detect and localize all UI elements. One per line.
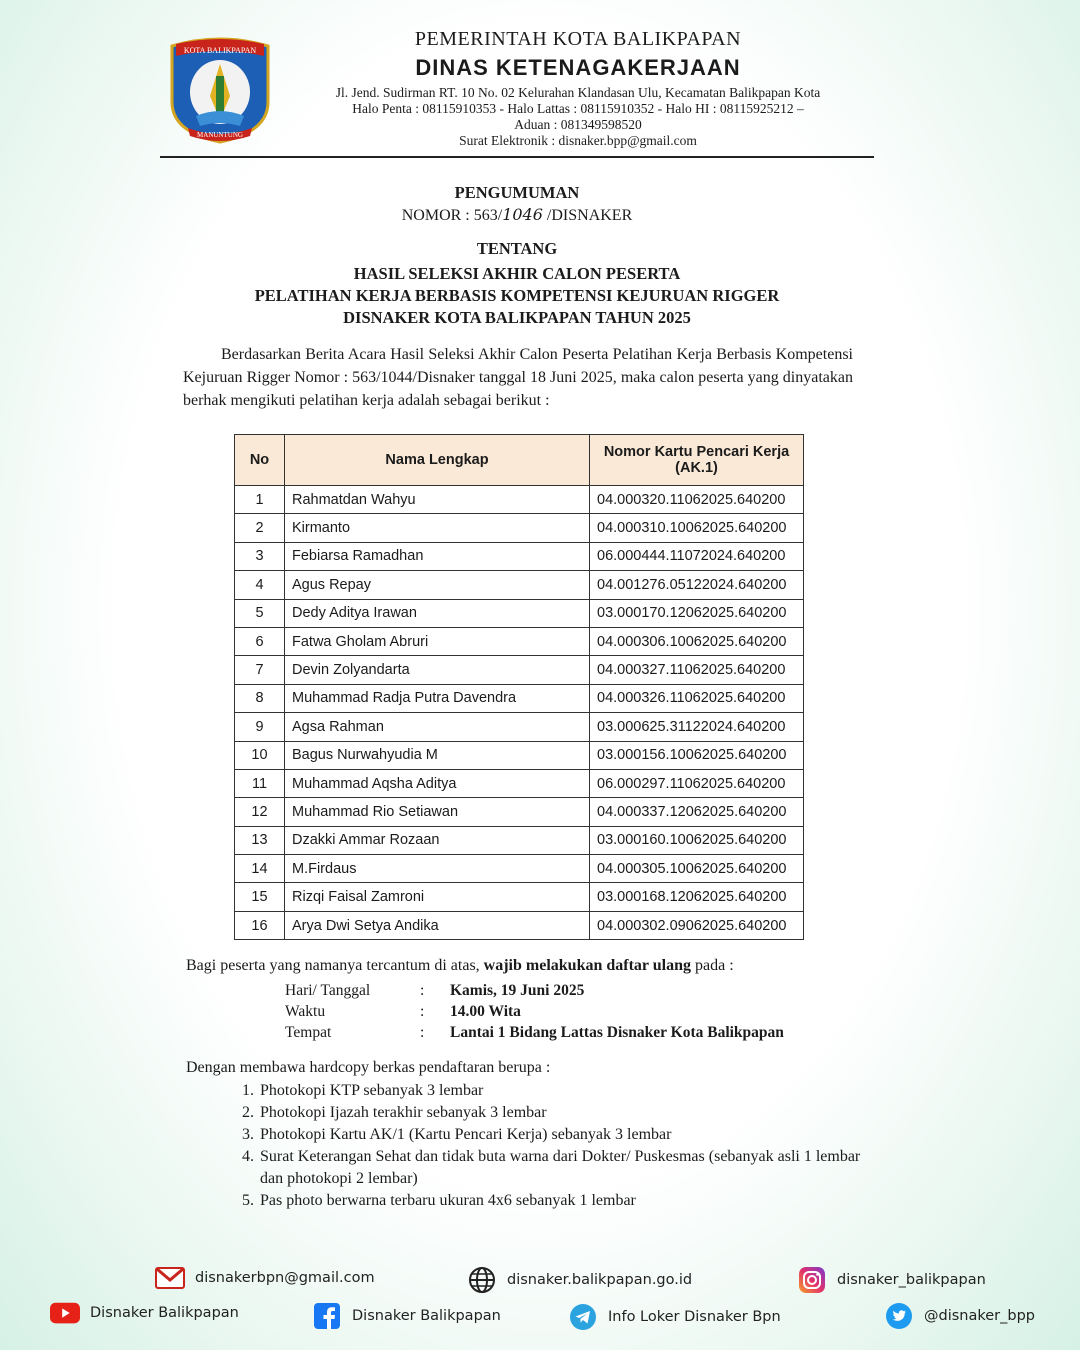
table-row [235, 911, 804, 939]
list-item: 5. Pas photo berwarna terbaru ukuran 4x6 sebanyak 1 lembar [258, 1190, 866, 1212]
footer-twitter-label: @disnaker_bpp [924, 1308, 1035, 1324]
row-number: 5 [235, 599, 285, 627]
phone-line: Halo Penta : 08115910353 - Halo Lattas : 08115910352 - Halo HI : 08115925212 – [352, 101, 804, 116]
job-seeker-card-number: 06.000444.11072024.640200 [590, 542, 804, 570]
table-row [235, 599, 804, 627]
table-row [235, 826, 804, 854]
address-line: Jl. Jend. Sudirman RT. 10 No. 02 Kelurahan Klandasan Ulu, Kecamatan Balikpapan Kota [335, 85, 821, 100]
schedule-value: 14.00 Wita [450, 1002, 521, 1020]
subject-line: HASIL SELEKSI AKHIR CALON PESERTA [353, 264, 681, 283]
participant-name: Muhammad Aqsha Aditya [285, 769, 590, 797]
contact-footer [0, 1258, 1080, 1350]
table-row [235, 542, 804, 570]
participant-name: Muhammad Rio Setiawan [285, 798, 590, 826]
schedule-row [285, 1001, 784, 1022]
list-item: 4. Surat Keterangan Sehat dan tidak buta warna dari Dokter/ Puskesmas (sebanyak asli 1 lembar dan photokopi 2 lembar) [258, 1146, 866, 1190]
participant-name: Bagus Nurwahyudia M [285, 741, 590, 769]
header-no: No [235, 435, 285, 486]
schedule-separator: : [420, 981, 425, 999]
announcement-title-block [160, 183, 874, 329]
schedule-label: Tempat [285, 1023, 332, 1041]
table-row [235, 627, 804, 655]
gmail-icon [155, 1263, 185, 1293]
table-row [235, 855, 804, 883]
job-seeker-card-number: 04.000326.11062025.640200 [590, 684, 804, 712]
participant-name: Agsa Rahman [285, 713, 590, 741]
footer-facebook-label: Disnaker Balikpapan [352, 1308, 501, 1324]
job-seeker-card-number: 04.000337.12062025.640200 [590, 798, 804, 826]
telegram-icon [568, 1302, 598, 1332]
row-number: 1 [235, 486, 285, 514]
footer-telegram-link[interactable] [568, 1302, 781, 1332]
number-suffix: /DISNAKER [542, 207, 633, 224]
address-block [285, 85, 871, 149]
job-seeker-card-number: 04.000320.11062025.640200 [590, 486, 804, 514]
twitter-icon [884, 1301, 914, 1331]
instagram-icon [797, 1265, 827, 1295]
schedule-row [285, 1022, 784, 1043]
job-seeker-card-number: 04.000327.11062025.640200 [590, 656, 804, 684]
footer-facebook-link[interactable] [312, 1301, 501, 1331]
row-number: 8 [235, 684, 285, 712]
participant-name: Rizqi Faisal Zamroni [285, 883, 590, 911]
letterhead-divider [160, 156, 874, 158]
table-row [235, 741, 804, 769]
announcement-label: PENGUMUMAN [454, 183, 580, 202]
job-seeker-card-number: 04.000310.10062025.640200 [590, 514, 804, 542]
job-seeker-card-number: 03.000156.10062025.640200 [590, 741, 804, 769]
participant-name: Devin Zolyandarta [285, 656, 590, 684]
table-header-row [235, 435, 804, 486]
row-number: 15 [235, 883, 285, 911]
footer-youtube-link[interactable] [50, 1298, 239, 1328]
job-seeker-card-number: 03.000160.10062025.640200 [590, 826, 804, 854]
job-seeker-card-number: 06.000297.11062025.640200 [590, 769, 804, 797]
email-line: Surat Elektronik : disnaker.bpp@gmail.com [459, 133, 697, 148]
job-seeker-card-number: 04.000302.09062025.640200 [590, 911, 804, 939]
footer-instagram-link[interactable] [797, 1265, 986, 1295]
participant-name: Arya Dwi Setya Andika [285, 911, 590, 939]
row-number: 9 [235, 713, 285, 741]
footer-email-label: disnakerbpn@gmail.com [195, 1270, 375, 1286]
participant-name: Agus Repay [285, 571, 590, 599]
table-row [235, 514, 804, 542]
row-number: 12 [235, 798, 285, 826]
schedule-row [285, 980, 784, 1001]
city-emblem-logo [168, 36, 272, 144]
job-seeker-card-number: 04.001276.05122024.640200 [590, 571, 804, 599]
footer-email-link[interactable] [155, 1263, 375, 1293]
intro-paragraph: Berdasarkan Berita Acara Hasil Seleksi Akhir Calon Peserta Pelatihan Kerja Berbasis Kompetensi Kejuruan Rigger Nomor : 563/1044/Disnaker tanggal 18 Juni 2025, maka calon peserta yang dinyatakan berhak mengikuti pelatihan kerja adalah sebagai berikut : [183, 346, 853, 409]
notice-text: Bagi peserta yang namanya tercantum di atas, [186, 957, 484, 974]
job-seeker-card-number: 03.000170.12062025.640200 [590, 599, 804, 627]
table-row [235, 684, 804, 712]
registration-notice [186, 957, 876, 975]
subject-line: PELATIHAN KERJA BERBASIS KOMPETENSI KEJURUAN RIGGER [254, 286, 780, 305]
number-prefix: NOMOR : 563/ [401, 207, 503, 224]
department-name: DINAS KETENAGAKERJAAN [415, 55, 741, 80]
list-item: 2. Photokopi Ijazah terakhir sebanyak 3 lembar [258, 1102, 866, 1124]
row-number: 13 [235, 826, 285, 854]
footer-instagram-label: disnaker_balikpapan [837, 1272, 986, 1288]
list-item: 3. Photokopi Kartu AK/1 (Kartu Pencari Kerja) sebanyak 3 lembar [258, 1124, 866, 1146]
row-number: 7 [235, 656, 285, 684]
participant-name: M.Firdaus [285, 855, 590, 883]
row-number: 4 [235, 571, 285, 599]
row-number: 2 [235, 514, 285, 542]
documents-heading: Dengan membawa hardcopy berkas pendaftaran berupa : [186, 1059, 551, 1076]
youtube-icon [50, 1298, 80, 1328]
participants-table [234, 434, 804, 940]
registration-schedule [285, 980, 784, 1043]
table-row [235, 656, 804, 684]
participant-name: Kirmanto [285, 514, 590, 542]
complaint-line: Aduan : 081349598520 [514, 117, 642, 132]
schedule-value: Kamis, 19 Juni 2025 [450, 981, 585, 999]
notice-emphasis: wajib melakukan daftar ulang [483, 957, 691, 974]
row-number: 14 [235, 855, 285, 883]
announcement-number [160, 205, 874, 225]
schedule-value: Lantai 1 Bidang Lattas Disnaker Kota Balikpapan [450, 1023, 784, 1041]
participant-name: Febiarsa Ramadhan [285, 542, 590, 570]
globe-icon [467, 1265, 497, 1295]
job-seeker-card-number: 04.000305.10062025.640200 [590, 855, 804, 883]
notice-text-end: pada : [690, 957, 734, 974]
row-number: 6 [235, 627, 285, 655]
table-row [235, 713, 804, 741]
row-number: 11 [235, 769, 285, 797]
schedule-label: Hari/ Tanggal [285, 981, 371, 999]
subject [160, 263, 874, 329]
job-seeker-card-number: 04.000306.10062025.640200 [590, 627, 804, 655]
footer-telegram-label: Info Loker Disnaker Bpn [608, 1309, 781, 1325]
participant-name: Muhammad Radja Putra Davendra [285, 684, 590, 712]
table-row [235, 571, 804, 599]
header-name: Nama Lengkap [285, 435, 590, 486]
participant-name: Dedy Aditya Irawan [285, 599, 590, 627]
handwritten-number: 1046 [502, 205, 543, 224]
table-body [235, 486, 804, 940]
table-row [235, 486, 804, 514]
row-number: 10 [235, 741, 285, 769]
schedule-separator: : [420, 1023, 425, 1041]
documents-list [186, 1080, 866, 1212]
list-item: 1. Photokopi KTP sebanyak 3 lembar [258, 1080, 866, 1102]
subject-line: DISNAKER KOTA BALIKPAPAN TAHUN 2025 [343, 308, 691, 327]
participant-name: Rahmatdan Wahyu [285, 486, 590, 514]
schedule-separator: : [420, 1002, 425, 1020]
government-name: PEMERINTAH KOTA BALIKPAPAN [414, 28, 742, 50]
logo-bottom-text: MANUNTUNG [197, 131, 243, 139]
letterhead [285, 28, 871, 149]
participant-name: Dzakki Ammar Rozaan [285, 826, 590, 854]
table-row [235, 883, 804, 911]
row-number: 16 [235, 911, 285, 939]
footer-twitter-link[interactable] [884, 1301, 1035, 1331]
about-label: TENTANG [476, 239, 558, 258]
footer-website-link[interactable] [467, 1265, 692, 1295]
job-seeker-card-number: 03.000168.12062025.640200 [590, 883, 804, 911]
participant-name: Fatwa Gholam Abruri [285, 627, 590, 655]
facebook-icon [312, 1301, 342, 1331]
required-documents [186, 1059, 866, 1212]
job-seeker-card-number: 03.000625.31122024.640200 [590, 713, 804, 741]
table-row [235, 769, 804, 797]
row-number: 3 [235, 542, 285, 570]
schedule-label: Waktu [285, 1002, 326, 1020]
logo-top-text: KOTA BALIKPAPAN [183, 46, 257, 55]
footer-website-label: disnaker.balikpapan.go.id [507, 1272, 693, 1288]
footer-youtube-label: Disnaker Balikpapan [90, 1305, 239, 1321]
table-row [235, 798, 804, 826]
header-card-number: Nomor Kartu Pencari Kerja (AK.1) [590, 435, 804, 486]
